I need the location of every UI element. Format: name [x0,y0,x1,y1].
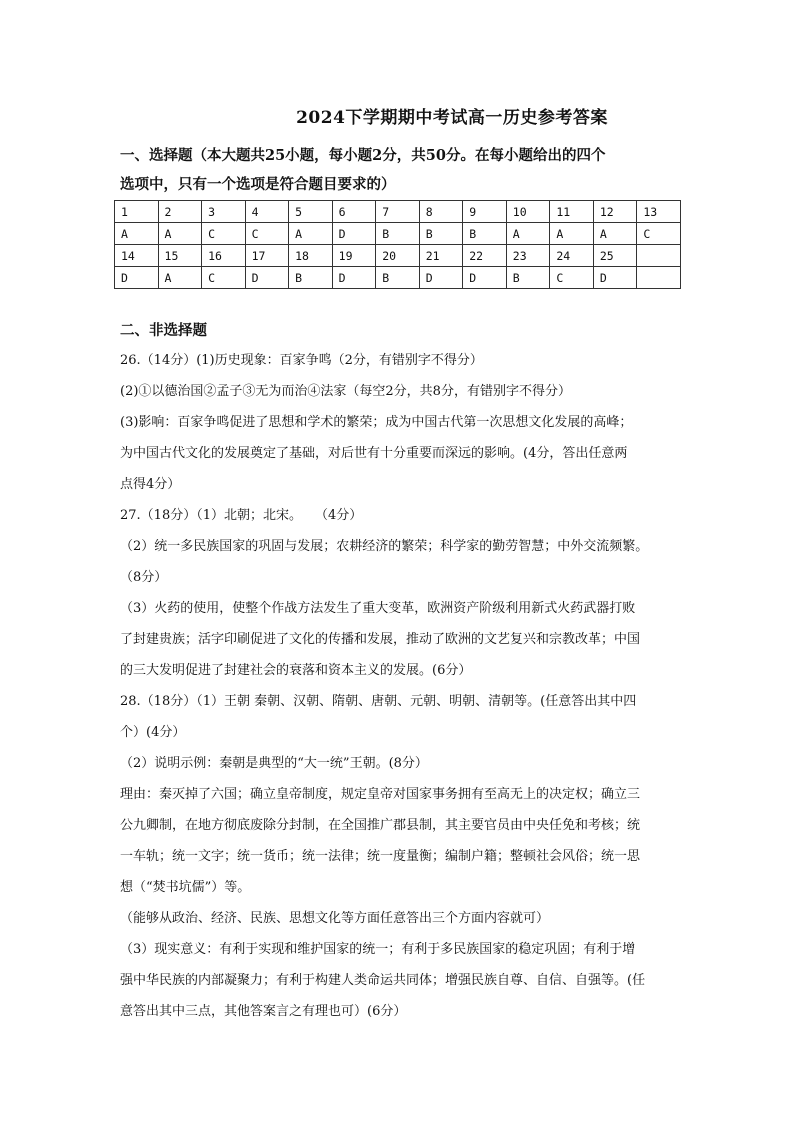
answer-line: 了封建贵族；活字印刷促进了文化的传播和发展，推动了欧洲的文艺复兴和宗教改革；中国 [120,632,641,647]
question-number-cell: 21 [419,245,463,267]
answer-cell: B [419,223,463,245]
question-number-cell: 9 [463,201,507,223]
answer-row [115,267,681,289]
question-number-cell: 15 [158,245,202,267]
answer-cell: C [202,223,246,245]
question-number-cell: 2 [158,201,202,223]
section1-heading-line2: 选项中，只有一个选项是符合题目要求的） [120,176,396,193]
question-number-row [115,201,681,223]
answer-line: 28.（18分）（1）王朝 秦朝、汉朝、隋朝、唐朝、元朝、明朝、清朝等。(任意答出其中四 [120,694,637,709]
answer-cell: D [463,267,507,289]
answer-cell: A [550,223,594,245]
question-number-cell: 17 [245,245,289,267]
question-number-cell: 4 [245,201,289,223]
answer-line: 一车轨；统一文字；统一货币；统一法律；统一度量衡；编制户籍；整顿社会风俗；统一思 [120,849,641,864]
answer-line: （3）现实意义：有利于实现和维护国家的统一；有利于多民族国家的稳定巩固；有利于增 [120,942,636,957]
question-number-cell: 23 [506,245,550,267]
answer-line: 26.（14分）(1)历史现象：百家争鸣（2分，有错别字不得分） [120,353,483,368]
question-number-cell: 6 [332,201,376,223]
answer-line: 个）(4分） [120,725,186,740]
section1-heading [120,141,680,199]
question-number-cell: 25 [593,245,637,267]
question-number-cell: 11 [550,201,594,223]
answer-cell: C [550,267,594,289]
answer-line: （能够从政治、经济、民族、思想文化等方面任意答出三个方面内容就可） [120,911,550,926]
answer-line: 理由：秦灭掉了六国；确立皇帝制度，规定皇帝对国家事务拥有至高无上的决定权；确立三 [120,787,641,802]
question-number-cell: 14 [115,245,159,267]
question-number-cell: 22 [463,245,507,267]
question-number-cell: 18 [289,245,333,267]
question-number-cell: 5 [289,201,333,223]
question-number-row [115,245,681,267]
answer-cell: C [202,267,246,289]
question-number-cell: 24 [550,245,594,267]
answer-cell: A [289,223,333,245]
answer-line: 想（“焚书坑儒”）等。 [120,880,251,895]
answer-line: 意答出其中三点，其他答案言之有理也可）(6分） [120,1004,407,1019]
answer-line: （8分） [120,570,168,585]
answer-cell: A [115,223,159,245]
answer-line: (3)影响：百家争鸣促进了思想和学术的繁荣；成为中国古代第一次思想文化发展的高峰； [120,415,633,430]
answer-cell [637,267,681,289]
answer-cell: D [115,267,159,289]
answer-cell: B [376,267,420,289]
answer-cell: D [419,267,463,289]
answer-cell: C [637,223,681,245]
answer-line: 强中华民族的内部凝聚力；有利于构建人类命运共同体；增强民族自尊、自信、自强等。(任 [120,973,646,988]
question-number-cell: 12 [593,201,637,223]
answer-cell: D [332,267,376,289]
question-number-cell [637,245,681,267]
question-number-cell: 10 [506,201,550,223]
question-number-cell: 20 [376,245,420,267]
answer-row [115,223,681,245]
question-number-cell: 19 [332,245,376,267]
answer-cell: A [158,223,202,245]
answer-line: 27.（18分）（1）北朝；北宋。 （4分） [120,508,363,523]
question-number-cell: 8 [419,201,463,223]
answer-line: 点得4分） [120,477,181,492]
answer-line: 的三大发明促进了封建社会的衰落和资本主义的发展。(6分） [120,663,472,678]
answer-cell: D [332,223,376,245]
answer-line: （2）统一多民族国家的巩固与发展；农耕经济的繁荣；科学家的勤劳智慧；中外交流频繁。 [120,539,649,554]
answer-cell: D [593,267,637,289]
answer-cell: D [245,267,289,289]
answer-line: （2）说明示例：秦朝是典型的“大一统”王朝。(8分） [120,756,428,771]
section1-heading-line1: 一、选择题（本大题共25小题，每小题2分，共50分。在每小题给出的四个 [120,147,606,164]
question-number-cell: 3 [202,201,246,223]
answer-cell: B [463,223,507,245]
answer-cell: C [245,223,289,245]
question-number-cell: 7 [376,201,420,223]
section2-heading: 二、非选择题 [120,322,207,339]
answer-body [120,345,685,1027]
answer-cell: B [506,267,550,289]
page-title: 2024下学期期中考试高一历史参考答案 [296,108,608,128]
answer-cell: B [289,267,333,289]
answer-cell: A [506,223,550,245]
answer-cell: A [158,267,202,289]
answer-cell: B [376,223,420,245]
question-number-cell: 1 [115,201,159,223]
answer-line: 公九卿制，在地方彻底废除分封制，在全国推广郡县制，其主要官员由中央任免和考核；统 [120,818,641,833]
answer-table [114,200,681,289]
answer-line: （3）火药的使用，使整个作战方法发生了重大变革，欧洲资产阶级利用新式火药武器打败 [120,601,636,616]
question-number-cell: 16 [202,245,246,267]
question-number-cell: 13 [637,201,681,223]
answer-cell: A [593,223,637,245]
answer-line: (2)①以德治国②孟子③无为而治④法家（每空2分，共8分，有错别字不得分） [120,384,571,399]
answer-line: 为中国古代文化的发展奠定了基础，对后世有十分重要而深远的影响。(4分，答出任意两 [120,446,628,461]
